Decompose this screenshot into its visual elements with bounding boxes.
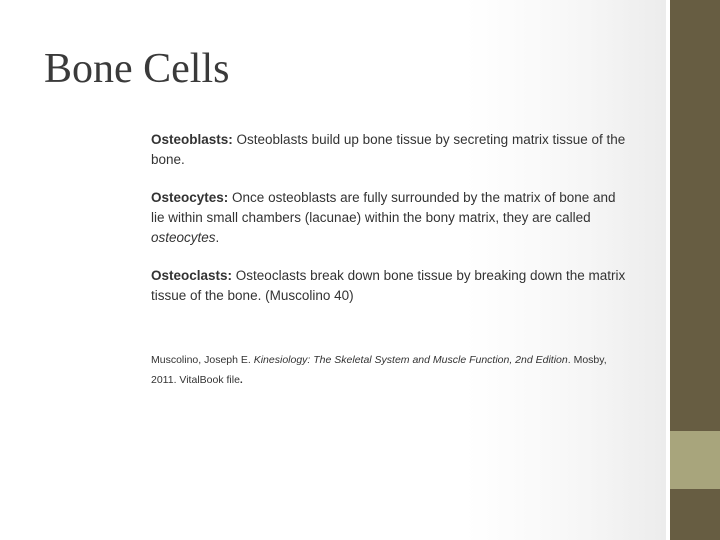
sidebar-band-top [670, 0, 720, 431]
term-osteocytes: Osteocytes: [151, 190, 229, 205]
citation-book-title: Kinesiology: The Skeletal System and Muscle Function, 2nd Edition [253, 354, 568, 366]
definition-osteoblasts: Osteoblasts build up bone tissue by secreting matrix tissue of the bone. [151, 132, 626, 167]
term-osteoblasts: Osteoblasts: [151, 132, 233, 147]
term-osteoclasts: Osteoclasts: [151, 268, 233, 283]
paragraph-osteoclasts [151, 266, 631, 306]
definition-osteocytes-tail: . [215, 230, 220, 245]
paragraph-osteocytes [151, 188, 631, 248]
citation-end: . [239, 374, 243, 386]
definition-osteoclasts: Osteoclasts break down bone tissue by breaking down the matrix tissue of the bone. (Muscolino 40) [151, 268, 626, 303]
citation-publisher: . Mosby, 2011. VitalBook file [151, 354, 607, 386]
definition-osteocytes: Once osteoblasts are fully surrounded by the matrix of bone and lie within small chambers (lacunae) within the bony matrix, they are called [151, 190, 616, 225]
paragraph-osteoblasts [151, 130, 631, 170]
emphasis-osteocytes: osteocytes [151, 230, 216, 245]
sidebar-band-accent [670, 431, 720, 489]
slide-title: Bone Cells [44, 46, 230, 92]
citation [151, 350, 631, 390]
sidebar-band-bottom [670, 489, 720, 540]
slide-body [151, 130, 631, 390]
citation-author: Muscolino, Joseph E. [151, 354, 254, 366]
